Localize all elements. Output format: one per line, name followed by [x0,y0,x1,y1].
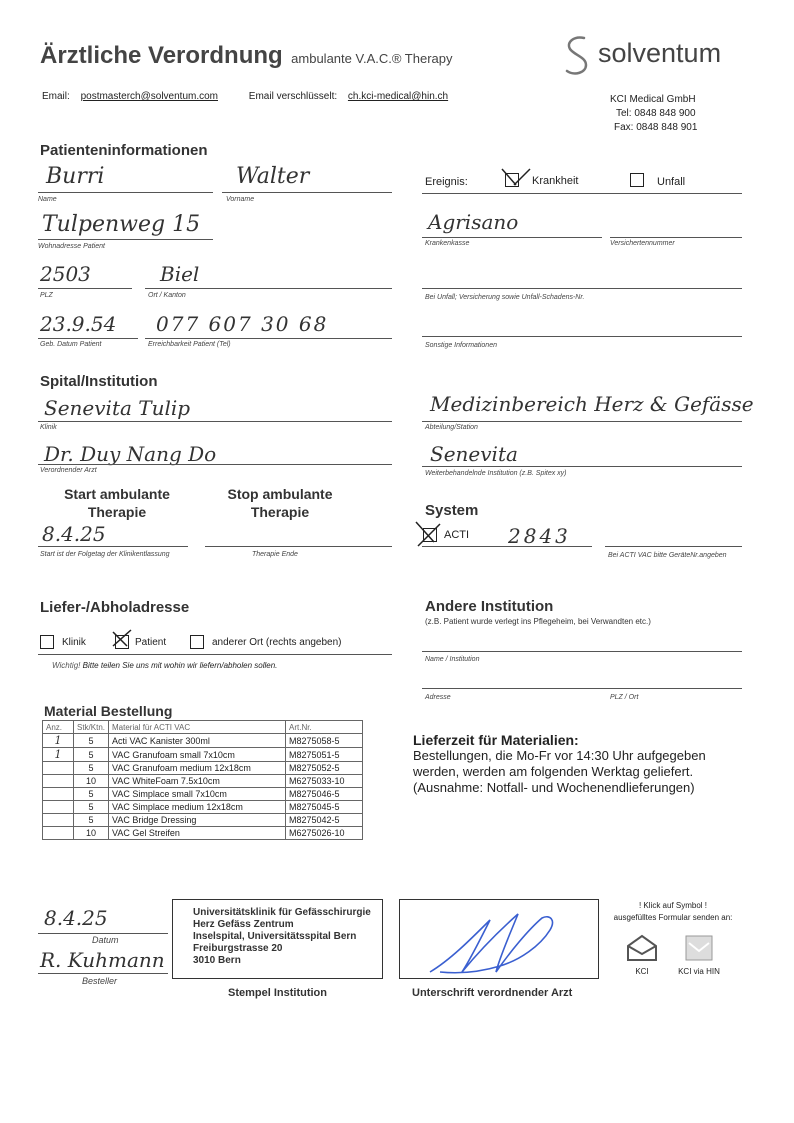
lieferzeit-text-2: werden, werden am folgenden Werktag geliefert. [413,764,694,779]
unfall-info-line [422,288,742,289]
material-table [42,720,363,840]
logo-text: solventum [598,38,722,68]
stk-cell: 5 [74,762,109,775]
col-art: Art.Nr. [286,721,363,734]
delivery-patient-checkbox[interactable] [115,635,129,649]
abteilung-label: Abteilung/Station [425,424,478,431]
andere-plz-label: PLZ / Ort [610,694,639,701]
delivery-anderer-checkbox[interactable] [190,635,204,649]
unfall-info-label: Bei Unfall; Versicherung sowie Unfall-Schadens-Nr. [425,294,585,301]
end-label: Therapie Ende [252,551,298,558]
andere-adresse-line [422,688,742,689]
art-cell: M8275046-5 [286,788,363,801]
email-enc-label: Email verschlüsselt: [248,91,338,102]
delivery-line [38,654,392,655]
art-cell: M8275042-5 [286,814,363,827]
krankenkasse-line [422,237,602,238]
unfall-label: Unfall [657,176,686,188]
col-anz: Anz. [43,721,74,734]
stempel-label: Stempel Institution [228,987,327,999]
abteilung-line [422,421,742,422]
send-kci-hin-button[interactable] [674,934,724,976]
wichtig-text: Wichtig! [52,661,81,670]
stamp-line: Herz Gefäss Zentrum [193,919,294,930]
material-cell: VAC WhiteFoam 7.5x10cm [109,775,286,788]
envelope-icon [625,934,659,962]
geraet-label: Bei ACTI VAC bitte GeräteNr.angeben [608,552,727,559]
solventum-s-icon [560,34,594,78]
art-cell: M6275026-10 [286,827,363,840]
weiter-value[interactable]: Senevita [430,442,518,466]
anz-cell[interactable] [43,775,74,788]
phone-line [145,338,392,339]
start-date-value[interactable]: 8.4.25 [42,522,106,546]
system-line [422,546,592,547]
anz-cell[interactable] [43,814,74,827]
plz-label: PLZ [40,292,53,299]
andere-section-title: Andere Institution [425,598,554,615]
vorname-line [222,192,392,193]
krankheit-label: Krankheit [532,175,579,187]
arzt-line [38,464,392,465]
material-cell: VAC Granufoam medium 12x18cm [109,762,286,775]
company-name: KCI Medical GmbH [610,94,696,105]
stamp-line: Inselspital, Universitätsspital Bern [193,931,357,942]
art-cell: M6275033-10 [286,775,363,788]
start-line [38,546,188,547]
anz-cell[interactable] [43,827,74,840]
anz-cell[interactable]: 1 [43,748,74,762]
stk-cell: 5 [74,734,109,748]
stamp-box [172,899,383,979]
email-enc-link[interactable]: ch.kci-medical@hin.ch [347,91,449,102]
art-cell: M8275052-5 [286,762,363,775]
acti-checkbox[interactable] [423,528,437,542]
patient-vorname-value[interactable]: Walter [236,164,310,189]
andere-name-line [422,651,742,652]
krankenkasse-label: Krankenkasse [425,240,470,247]
art-cell: M8275045-5 [286,801,363,814]
anz-cell[interactable]: 1 [43,734,74,748]
anz-cell[interactable] [43,762,74,775]
weiter-label: Weiterbehandelnde Institution (z.B. Spitex xy) [425,470,567,477]
lieferzeit-block [413,732,706,796]
check-cross-icon [111,630,133,652]
klick-line-1: ! Klick auf Symbol ! [638,901,708,910]
material-section-title: Material Bestellung [44,703,173,719]
weiter-line [422,466,742,467]
patient-ort-value[interactable]: Biel [160,262,200,286]
ort-line [145,288,392,289]
sonstige-label: Sonstige Informationen [425,342,497,349]
table-row [43,827,363,840]
patient-address-value[interactable]: Tulpenweg 15 [42,212,201,237]
company-info [610,93,697,135]
signature-box[interactable] [399,899,599,979]
material-cell: VAC Simplace medium 12x18cm [109,801,286,814]
geraet-line [605,546,742,547]
patient-section-title: Patienteninformationen [40,142,208,159]
besteller-value[interactable]: R. Kuhmann [40,948,165,972]
material-cell: VAC Granufoam small 7x10cm [109,748,286,762]
art-cell: M8275051-5 [286,748,363,762]
abteilung-value[interactable]: Medizinbereich Herz & Gefässe [430,392,754,416]
table-row [43,748,363,762]
delivery-section-title: Liefer-/Abholadresse [40,599,190,616]
stk-cell: 5 [74,801,109,814]
delivery-klinik-label: Klinik [62,637,86,648]
kci-hin-label: KCI via HIN [678,967,720,976]
material-cell: VAC Simplace small 7x10cm [109,788,286,801]
besteller-line [38,973,168,974]
ereignis-label: Ereignis: [425,176,468,188]
send-hint [598,900,748,924]
material-cell: Acti VAC Kanister 300ml [109,734,286,748]
patient-name-value[interactable]: Burri [46,164,105,189]
delivery-anderer-label: anderer Ort (rechts angeben) [212,637,342,648]
company-tel: Tel: 0848 848 900 [616,108,696,119]
stk-cell: 10 [74,827,109,840]
spital-section-title: Spital/Institution [40,373,158,390]
hin-mail-icon [684,934,714,962]
ort-label: Ort / Kanton [148,292,186,299]
email-row [42,91,448,102]
address-label: Wohnadresse Patient [38,243,105,250]
datum-label: Datum [92,935,119,945]
versicherten-line [610,237,742,238]
col-material: Material für ACTI VAC [109,721,286,734]
start-therapy-title: Start ambulante Therapie [64,486,170,520]
unfall-checkbox[interactable] [630,173,644,187]
stk-cell: 5 [74,748,109,762]
company-fax: Fax: 0848 848 901 [614,122,698,133]
datum-value[interactable]: 8.4.25 [44,906,108,930]
delivery-klinik-checkbox[interactable] [40,635,54,649]
address-line [38,239,213,240]
form-title [40,42,453,70]
name-line [38,192,213,193]
patient-plz-value[interactable]: 2503 [40,262,91,286]
dob-line [38,338,138,339]
geraet-value[interactable]: 2843 [508,524,571,548]
end-line [205,546,392,547]
sonstige-line [422,336,742,337]
delivery-note-text: Bitte teilen Sie uns mit wohin wir liefern/abholen sollen. [82,661,278,670]
versicherten-label: Versichertennummer [610,240,675,247]
table-row [43,814,363,827]
email-label: Email: [42,91,70,102]
system-section-title: System [425,502,479,519]
patient-phone-value[interactable]: 077 607 30 68 [156,312,329,336]
table-row [43,775,363,788]
phone-label: Erreichbarkeit Patient (Tel) [148,341,231,348]
andere-adresse-label: Adresse [425,694,451,701]
table-row [43,801,363,814]
besteller-label: Besteller [82,976,118,986]
patient-dob-value[interactable]: 23.9.54 [40,312,117,336]
stamp-line: Universitätsklinik für Gefässchirurgie [193,907,371,918]
dob-label: Geb. Datum Patient [40,341,102,348]
klinik-line [38,421,392,422]
table-row [43,734,363,748]
acti-label: ACTI [444,529,470,541]
email-link[interactable]: postmasterch@solventum.com [80,91,218,102]
art-cell: M8275058-5 [286,734,363,748]
lieferzeit-title: Lieferzeit für Materialien: [413,732,579,748]
plz-line [38,288,132,289]
check-cross-icon [500,167,532,193]
title: Ärztliche Verordnung [40,42,283,69]
klinik-value[interactable]: Senevita Tulip [44,396,191,420]
lieferzeit-text-3: (Ausnahme: Notfall- und Wochenendlieferungen) [413,780,695,795]
ereignis-line [422,193,742,194]
name-label: Name [38,196,57,203]
delivery-patient-label: Patient [135,637,167,648]
klick-line-2: ausgefülltes Formular senden an: [613,913,733,922]
stamp-line: Freiburgstrasse 20 [193,943,283,954]
vorname-label: Vorname [226,196,255,203]
krankheit-checkbox[interactable] [505,173,519,187]
andere-name-label: Name / Institution [425,656,480,663]
klinik-label: Klinik [40,424,57,431]
check-cross-icon [412,520,442,548]
table-row [43,762,363,775]
col-stk: Stk/Ktn. [74,721,109,734]
stk-cell: 5 [74,814,109,827]
stk-cell: 5 [74,788,109,801]
datum-line [38,933,168,934]
start-label: Start ist der Folgetag der Klinikentlassung [40,551,170,558]
stop-therapy-title: Stop ambulante Therapie [227,486,333,520]
lieferzeit-text-1: Bestellungen, die Mo-Fr vor 14:30 Uhr aufgegeben [413,748,706,763]
solventum-logo [560,34,740,78]
krankenkasse-value[interactable]: Agrisano [428,210,519,234]
stamp-line: 3010 Bern [193,955,241,966]
stk-cell: 10 [74,775,109,788]
arzt-value[interactable]: Dr. Duy Nang Do [44,442,217,466]
material-header-row [43,721,363,734]
send-kci-button[interactable] [622,934,662,976]
table-row [43,788,363,801]
unterschrift-label: Unterschrift verordnender Arzt [412,987,573,999]
anz-cell[interactable] [43,801,74,814]
subtitle: ambulante V.A.C.® Therapy [291,51,453,66]
delivery-note [52,661,277,670]
material-cell: VAC Gel Streifen [109,827,286,840]
andere-hint: (z.B. Patient wurde verlegt ins Pflegeheim, bei Verwandten etc.) [425,617,651,626]
signature-image [400,900,598,978]
anz-cell[interactable] [43,788,74,801]
kci-label: KCI [635,967,649,976]
material-cell: VAC Bridge Dressing [109,814,286,827]
arzt-label: Verordnender Arzt [40,467,97,474]
